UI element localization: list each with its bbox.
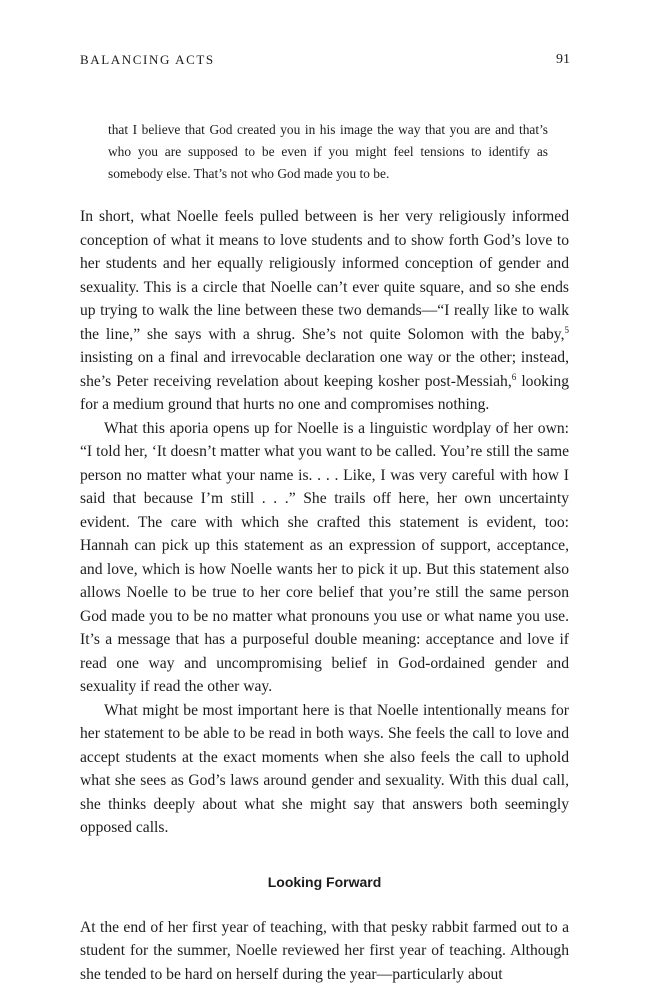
block-quote: that I believe that God created you in his image the way that you are and that’s who you are supposed to be even if you might feel tensions to identify as somebody else. That’s not who God made you to be. [108, 119, 548, 185]
footnote-ref-5[interactable]: 5 [565, 324, 570, 334]
section-heading: Looking Forward [80, 872, 569, 892]
paragraph-1-text-c: looking for a medium ground that hurts no one and compromises nothing. [80, 373, 569, 414]
paragraph-2: What this aporia opens up for Noelle is a linguistic wordplay of her own: “I told her, ‘It doesn’t matter what you want to be called. You’re still the same person no matter what your name is. . . . Like, I was very careful with how I said that because I’m still . . .” She trails off here, her own uncertainty evident. The care with which she crafted this statement is evident, too: Hannah can pick up this statement as an expression of support, acceptance, and love, which is how Noelle wants her to pick it up. But this statement also allows Noelle to be true to her core belief that you’re still the same person God made you to be no matter what pronouns you use or what name you use. It’s a message that has a purposeful double meaning: acceptance and love if read one way and uncompromising belief in God-ordained gender and sexuality if read the other way. [80, 417, 569, 699]
footnote-ref-6[interactable]: 6 [512, 371, 517, 381]
paragraph-4: At the end of her first year of teaching, with that pesky rabbit farmed out to a student for the summer, Noelle reviewed her first year of teaching. Although she tended to be hard on herself during the year—particularly about [80, 916, 569, 986]
paragraph-3: What might be most important here is that Noelle intentionally means for her statement to be able to be read in both ways. She feels the call to love and accept students at the exact moments when she also feels the call to uphold what she sees as God’s laws around gender and sexuality. With this dual call, she thinks deeply about what she might say that answers both seemingly opposed calls. [80, 699, 569, 840]
paragraph-1-text-a: In short, what Noelle feels pulled between is her very religiously informed conception of what it means to love students and to show forth God’s love to her students and her equally religiously informed conception of gender and sexuality. This is a circle that Noelle can’t ever quite square, and so she ends up trying to walk the line between these two demands—“I really like to walk the line,” she says with a shrug. She’s not quite Solomon with the baby, [80, 208, 569, 343]
paragraph-1 [80, 205, 569, 417]
body-text [80, 205, 569, 986]
paragraph-1-text-b: insisting on a final and irrevocable declaration one way or the other; instead, she’s Peter receiving revelation about keeping kosher post-Messiah, [80, 349, 569, 390]
page-number: 91 [556, 52, 570, 68]
running-head: BALANCING ACTS [80, 52, 215, 68]
page-header [80, 52, 570, 72]
